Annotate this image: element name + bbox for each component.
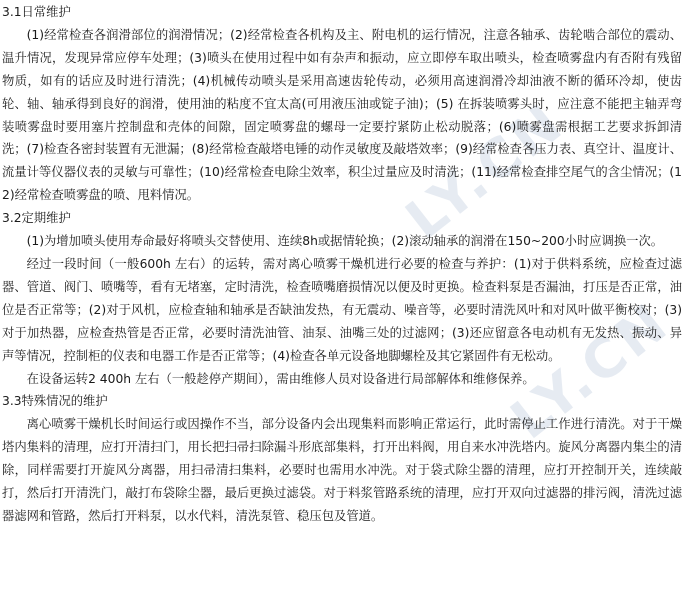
paragraph-daily-maintenance: (1)经常检查各润滑部位的润滑情况；(2)经常检查各机构及主、附电机的运行情况，注意各轴承、齿轮啮合部位的震动、温升情况，发现异常应停车处理；(3)喷头在使用过程中如有杂声和振动，应立即停车取出喷头，检查喷雾盘内有否附有残留物质，如有的话应及时进行清洗；(4)机械传动喷头是采用高速齿轮传动，必须用高速润滑冷却油液不断的循环冷却，使齿轮、轴、轴承得到良好的润滑，使用油的粘度不宜太高(可用液压油或锭子油)；(5) 在拆装喷雾头时，应注意不能把主轴弄弯装喷雾盘时要用塞片控制盘和壳体的间隙，固定喷雾盘的螺母一定要拧紧防止松动脱落；(6)喷雾盘需根据工艺要求拆卸清洗；(7)检查各密封装置有无泄漏；(8)经常检查敲塔电锤的动作灵敏度及敲塔效率；(9)经常检查各压力表、真空计、温度计、流量计等仪器仪表的灵敏与可靠性；(10)经常检查电除尘效率，积尘过量应及时清洗；(11)经常检查排空尾气的含尘情况；(12)经常检查喷雾盘的喷、甩料情况。 bbox=[2, 27, 682, 203]
paragraph-periodic-2400h-overhaul: 在设备运转2 400h 左右（一般趁停产期间），需由维修人员对设备进行局部解体和维修保养。 bbox=[26, 371, 535, 386]
watermark-upper: LY.CN bbox=[394, 90, 577, 252]
watermark-lower: LY.CN bbox=[499, 290, 682, 452]
section-heading-special-maintenance: 3.3特殊情况的维护 bbox=[2, 394, 108, 409]
section-heading-daily-maintenance: 3.1日常维护 bbox=[2, 5, 71, 19]
paragraph-periodic-nozzle-bearing: (1)为增加喷头使用寿命最好将喷头交替使用、连续8h或据情轮换；(2)滚动轴承的润滑在150~200小时应调换一次。 bbox=[26, 234, 664, 249]
document-body bbox=[2, 1, 682, 528]
paragraph-special-cleaning: 离心喷雾干燥机长时间运行或因操作不当，部分设备内会出现集料而影响正常运行，此时需停止工作进行清洗。对于干燥塔内集料的清理，应打开清扫门，用长把扫帚扫除漏斗形底部集料，打开出料阀，用自来水冲洗塔内。旋风分离器内集尘的清除，同样需要打开旋风分离器，用扫帚清扫集料，必要时也需用水冲洗。对于袋式除尘器的清理，应打开控制开关，连续敲打，然后打开清洗门，敲打布袋除尘器，最后更换过滤袋。对于料浆管路系统的清理，应打开双向过滤器的排污阀，清洗过滤器滤网和管路，然后打开料泵，以水代料，清洗泵管、稳压包及管道。 bbox=[2, 417, 682, 523]
section-heading-periodic-maintenance: 3.2定期维护 bbox=[2, 211, 71, 226]
paragraph-periodic-600h-inspection: 经过一段时间（一般600h 左右）的运转，需对离心喷雾干燥机进行必要的检查与养护：(1)对于供料系统，应检查过滤器、管道、阀门、喷嘴等，看有无堵塞，定时清洗，检查喷嘴磨损情况以便及时更换。检查料泵是否漏油，打压是否正常，油位是否正常等；(2)对于风机，应检查轴和轴承是否缺油发热，有无震动、噪音等，必要时清洗风叶和对风叶做平衡校对；(3)对于加热器，应检查热管是否正常，必要时清洗油管、油泵、油嘴三处的过滤网；(3)还应留意各电动机有无发热、振动、异声等情况，控制柜的仪表和电器工作是否正常等；(4)检查各单元设备地脚螺栓及其它紧固件有无松动。 bbox=[2, 256, 682, 363]
